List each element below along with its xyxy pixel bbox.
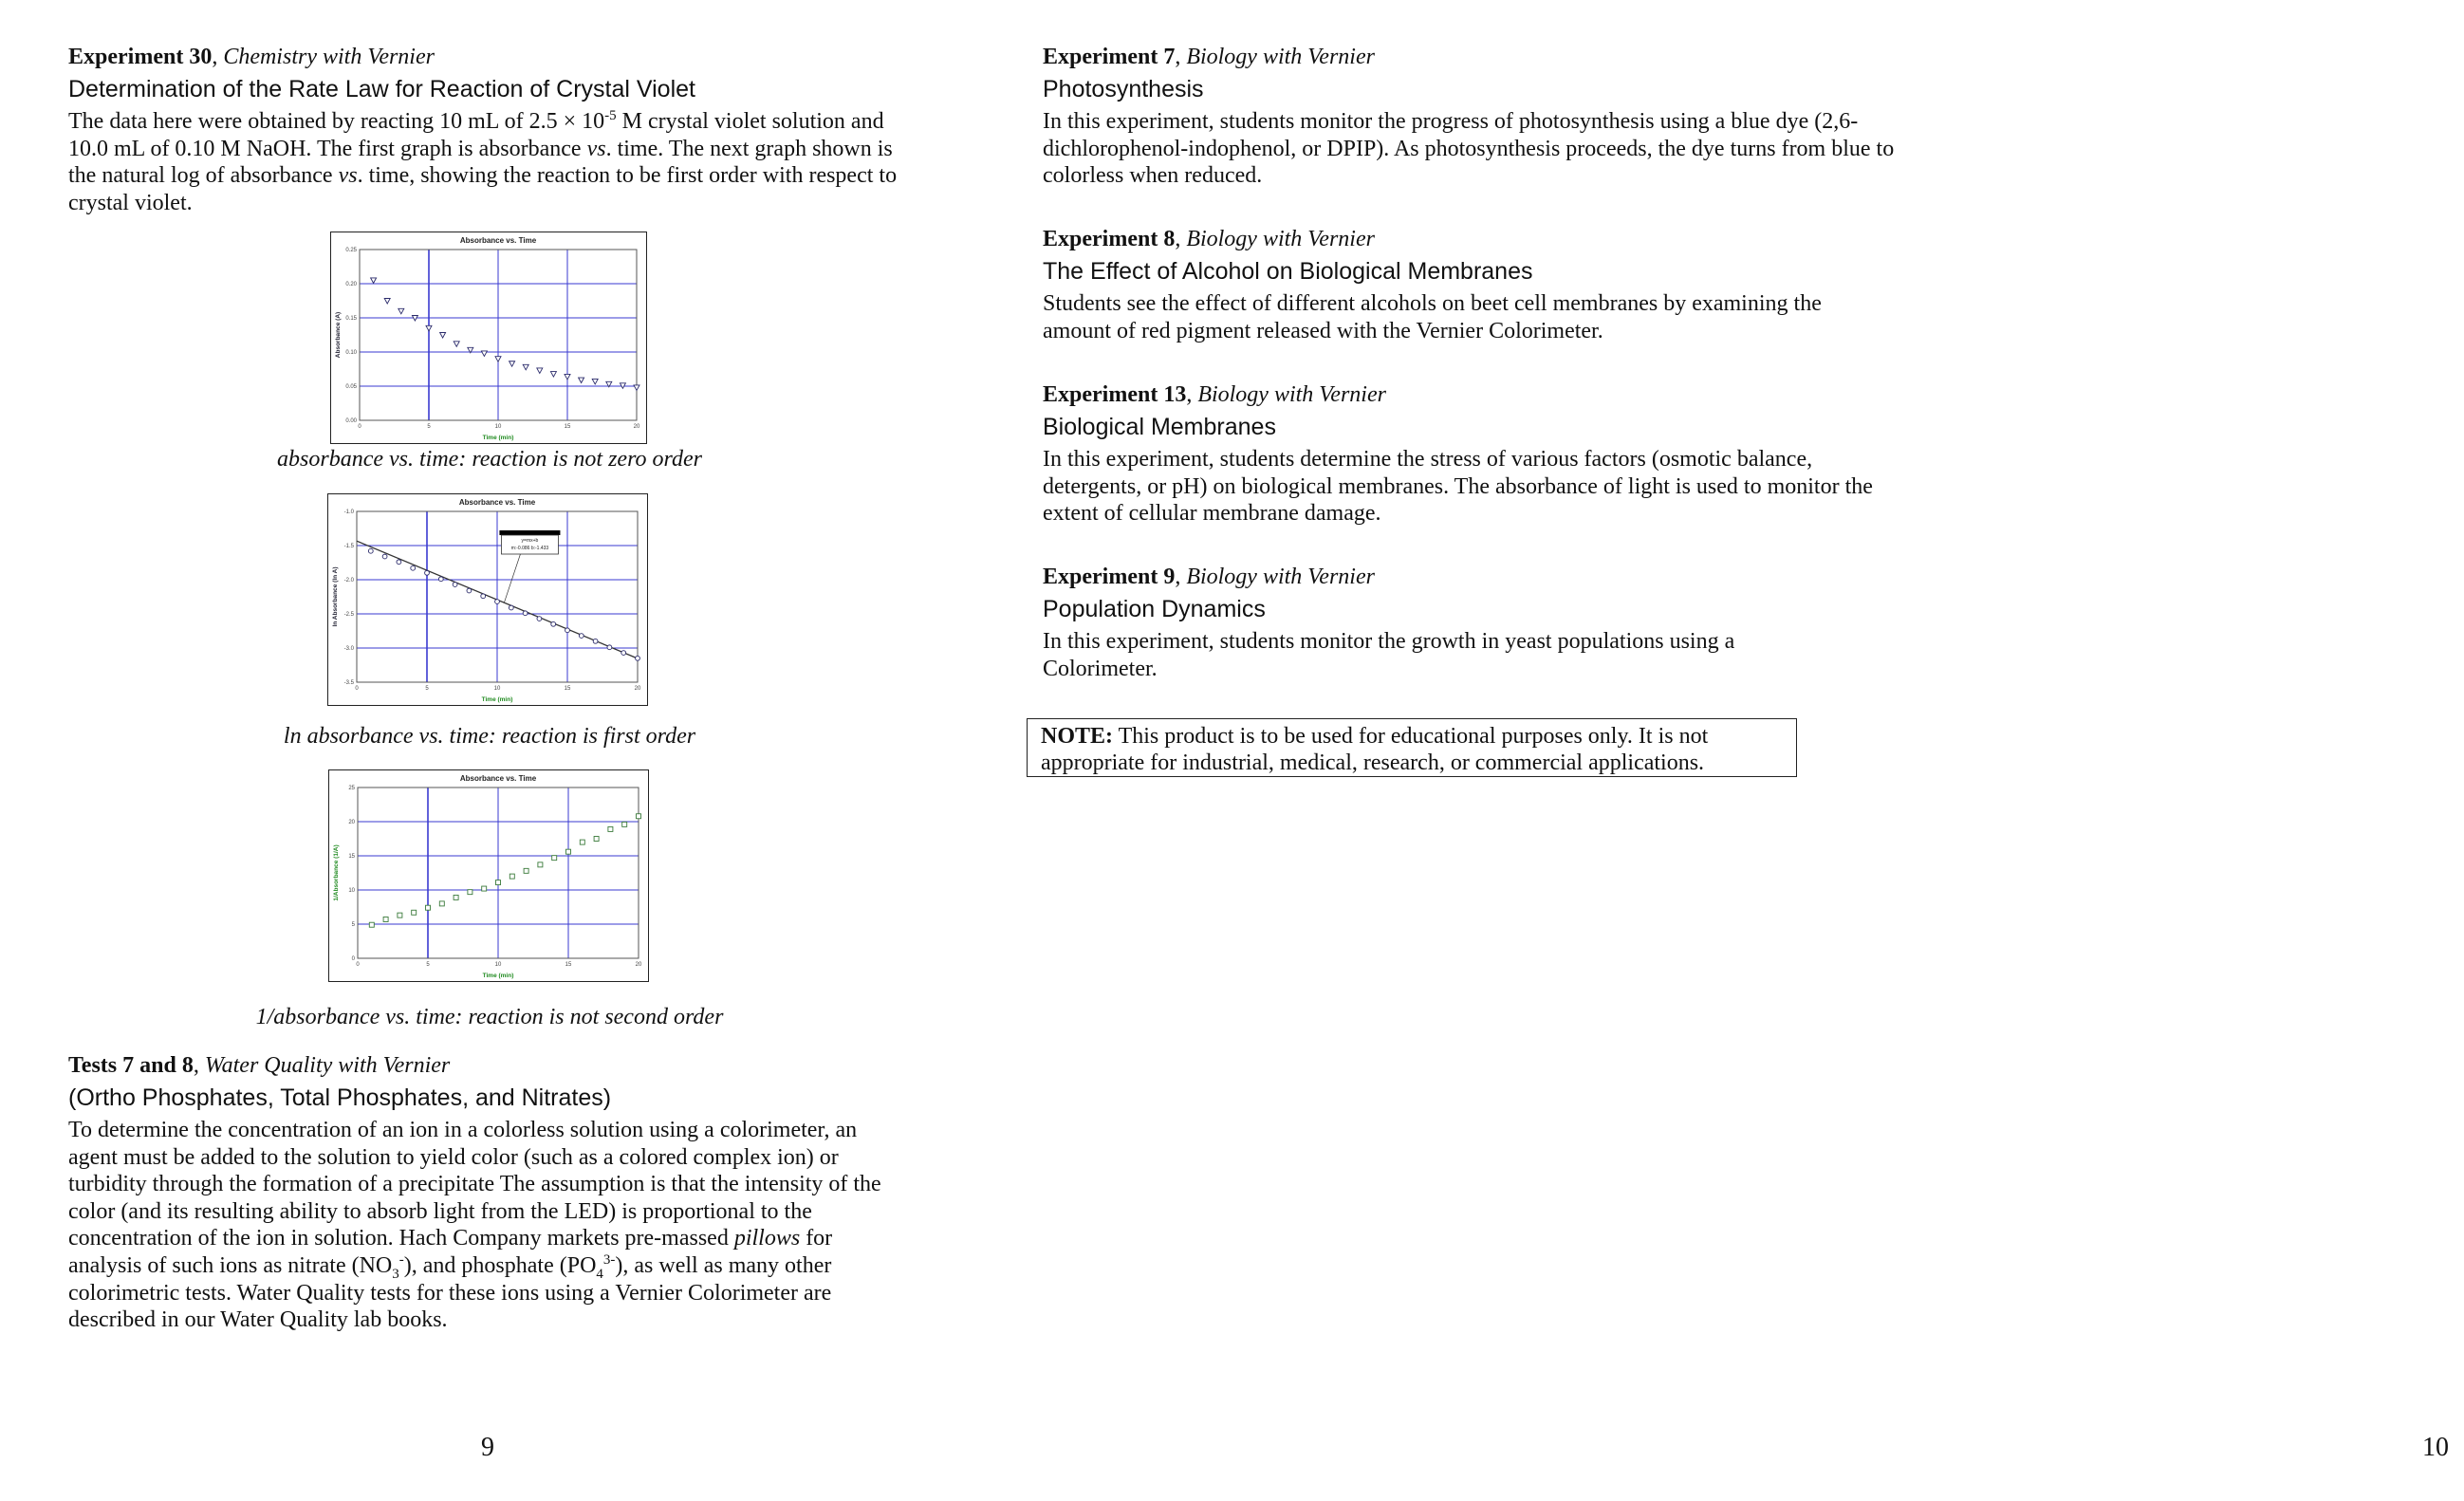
y-tick-label: 0.15	[345, 316, 357, 322]
experiment-title: Population Dynamics	[1043, 596, 1266, 622]
note-box	[1027, 718, 1797, 777]
y-axis-label: ln Absorbance (ln A)	[332, 566, 339, 627]
exponent: -5	[604, 108, 617, 123]
data-point	[565, 374, 570, 380]
experiment-description: In this experiment, students determine the stress of various factors (osmotic balance, detergents, or pH) on biological membranes. The absorbance of light is used to monitor the extent of cellular membrane damage.	[1043, 447, 1873, 527]
data-point	[538, 862, 543, 867]
tests-7-8-description	[68, 1117, 909, 1334]
experiment-title: Determination of the Rate Law for Reaction of Crystal Violet	[68, 76, 695, 102]
data-point	[509, 874, 514, 879]
data-point	[426, 905, 431, 910]
tests-title: (Ortho Phosphates, Total Phosphates, and Nitrates)	[68, 1084, 612, 1111]
data-point	[467, 588, 472, 593]
chart-caption-3: 1/absorbance vs. time: reaction is not second order	[255, 1005, 724, 1029]
body-text: The data here were obtained by reacting 10 mL of 2.5 × 10	[68, 109, 605, 134]
x-tick-label: 15	[564, 424, 571, 430]
y-tick-label: -2.5	[343, 612, 354, 618]
data-point	[439, 901, 444, 906]
data-point	[592, 379, 598, 384]
italic-vs: vs	[338, 163, 358, 189]
y-tick-label: 10	[348, 888, 355, 894]
experiment-30-heading	[68, 44, 435, 70]
chart-title: Absorbance vs. Time	[459, 774, 537, 783]
y-tick-label: -2.0	[343, 578, 354, 584]
book-title: Biology with Vernier	[1186, 45, 1375, 69]
annotation-header-bar	[499, 530, 560, 535]
data-point	[481, 594, 486, 599]
experiment-description: In this experiment, students monitor the progress of photosynthesis using a blue dye (2,6-dichlorophenol-indophenol, or DPIP). As photosynthesis proceeds, the dye turns from blue to colorless when reduced.	[1043, 109, 1895, 189]
body-text: . time, showing the reaction to be first order with respect to crystal violet.	[68, 163, 898, 215]
y-tick-label: -3.0	[343, 646, 354, 652]
book-title: Biology with Vernier	[1186, 227, 1375, 251]
x-axis-label: Time (min)	[482, 973, 514, 979]
separator: ,	[1175, 565, 1187, 589]
tests-7-8-heading	[68, 1052, 450, 1079]
data-point	[580, 840, 584, 844]
experiment-description: Students see the effect of different alcohols on beet cell membranes by examining the amount of red pigment released with the Vernier Colorimeter.	[1043, 291, 1822, 343]
y-tick-label: -1.0	[343, 510, 354, 515]
experiment-7-heading	[1043, 44, 1375, 70]
chart-title: Absorbance vs. Time	[459, 236, 537, 245]
data-point	[496, 880, 501, 885]
x-tick-label: 5	[425, 686, 429, 692]
y-tick-label: 25	[348, 786, 355, 791]
note-text: This product is to be used for educational purposes only. It is not appropriate for industrial, medical, research, or commercial applications.	[1041, 724, 1709, 775]
x-tick-label: 0	[355, 686, 359, 692]
x-tick-label: 10	[494, 962, 502, 968]
superscript: 3-	[602, 1251, 616, 1268]
y-tick-label: 20	[348, 820, 355, 825]
y-tick-label: 0.00	[345, 418, 357, 424]
x-tick-label: 20	[635, 962, 642, 968]
data-point	[368, 548, 373, 553]
data-point	[524, 868, 528, 873]
x-tick-label: 5	[427, 424, 431, 430]
data-point	[550, 372, 556, 378]
y-tick-label: -1.5	[343, 544, 354, 549]
book-title: Biology with Vernier	[1197, 382, 1386, 407]
experiment-title: Photosynthesis	[1043, 76, 1204, 102]
x-tick-label: 20	[634, 686, 641, 692]
superscript: -	[398, 1251, 404, 1268]
x-tick-label: 0	[356, 962, 360, 968]
data-point	[454, 342, 459, 347]
data-point	[634, 385, 639, 391]
data-point	[551, 621, 556, 626]
chart-title: Absorbance vs. Time	[458, 498, 536, 507]
absorbance-vs-time-svg	[331, 232, 646, 443]
data-point	[579, 634, 584, 639]
inverse-absorbance-vs-time-svg	[329, 770, 648, 981]
data-point	[537, 617, 542, 621]
data-point	[579, 378, 584, 383]
data-point	[454, 895, 458, 899]
absorbance-vs-time-chart	[330, 232, 647, 444]
data-point	[593, 639, 598, 643]
subscript: 3	[392, 1266, 399, 1282]
experiment-description: In this experiment, students monitor the growth in yeast populations using a Colorimeter.	[1043, 629, 1735, 681]
data-point	[495, 357, 501, 362]
experiment-8-heading	[1043, 226, 1375, 252]
separator: ,	[1186, 382, 1198, 407]
experiment-number: Experiment 8	[1043, 227, 1176, 251]
data-point	[566, 849, 571, 854]
inverse-absorbance-vs-time-chart	[328, 769, 649, 982]
data-point	[383, 917, 388, 921]
data-point	[607, 645, 612, 650]
body-text: To determine the concentration of an ion in a colorless solution using a colorimeter, an agent must be added to the solution to yield color (such as a colored complex ion) or turbidity through the formation of a precipitate The assumption is that the intensity of the color (and its resulting ability to absorb light from the LED) is proportional to the concentration of the ion in solution. Hach Company markets pre-massed	[68, 1118, 881, 1251]
y-tick-label: 0.05	[345, 384, 357, 390]
y-tick-label: 0.10	[345, 350, 357, 356]
data-point	[426, 325, 432, 331]
data-point	[622, 822, 627, 826]
body-text: ), and phosphate (PO	[403, 1252, 597, 1278]
x-tick-label: 15	[564, 686, 571, 692]
y-tick-label: 15	[348, 854, 355, 860]
separator: ,	[212, 45, 224, 69]
subscript: 4	[596, 1266, 603, 1282]
data-point	[621, 651, 626, 656]
data-point	[369, 922, 374, 927]
data-point	[482, 886, 487, 891]
experiment-30-description	[68, 108, 922, 216]
data-point	[440, 333, 446, 339]
data-point	[537, 368, 543, 374]
annotation-leader-line	[504, 554, 520, 602]
data-point	[637, 814, 641, 819]
y-tick-label: 5	[351, 922, 355, 928]
chart-caption-2: ln absorbance vs. time: reaction is first order	[283, 724, 696, 749]
separator: ,	[1175, 45, 1187, 69]
separator: ,	[193, 1053, 205, 1078]
data-point	[411, 565, 416, 570]
data-point	[495, 600, 500, 604]
page-number-right: 10	[2422, 1433, 2449, 1462]
annotation-equation: y=mx+b	[521, 538, 539, 544]
data-point	[412, 910, 417, 915]
data-point	[371, 278, 377, 284]
experiment-title: Biological Membranes	[1043, 414, 1276, 440]
ln-absorbance-vs-time-chart	[327, 493, 648, 706]
y-tick-label: 0.20	[345, 282, 357, 287]
y-axis-label: 1/Absorbance (1/A)	[333, 844, 340, 901]
data-point	[523, 611, 528, 616]
experiment-number: Experiment 7	[1043, 45, 1176, 69]
book-title: Water Quality with Vernier	[204, 1053, 451, 1078]
data-point	[425, 570, 430, 575]
ln-absorbance-vs-time-svg	[328, 494, 647, 705]
experiment-number: Experiment 13	[1043, 382, 1187, 407]
note-label: NOTE:	[1041, 724, 1114, 749]
data-point	[453, 583, 457, 587]
x-tick-label: 10	[494, 424, 502, 430]
y-axis-label: Absorbance (A)	[335, 311, 342, 359]
chart-caption-1: absorbance vs. time: reaction is not zero order	[277, 447, 702, 472]
data-point	[481, 351, 487, 357]
experiment-number: Experiment 9	[1043, 565, 1176, 589]
data-point	[438, 577, 443, 582]
x-tick-label: 20	[633, 424, 640, 430]
italic-vs: vs	[586, 136, 606, 161]
annotation-values: m:-0.086 b:-1.433	[510, 546, 549, 551]
x-tick-label: 0	[358, 424, 361, 430]
data-point	[523, 364, 528, 370]
book-title: Chemistry with Vernier	[223, 45, 435, 69]
experiment-13-heading	[1043, 381, 1386, 408]
data-point	[509, 361, 515, 367]
data-point	[636, 656, 640, 660]
experiment-number: Experiment 30	[68, 45, 213, 69]
data-point	[509, 605, 513, 610]
x-axis-label: Time (min)	[482, 435, 514, 441]
body-text: for analysis of such ions as nitrate (NO	[68, 1226, 833, 1278]
data-point	[468, 890, 472, 895]
body-text: M crystal violet solution and 10.0 mL of 0.10 M NaOH. The first graph is absorbance	[68, 109, 884, 161]
italic-pillows: pillows	[733, 1226, 801, 1251]
x-axis-label: Time (min)	[481, 696, 513, 703]
x-tick-label: 10	[493, 686, 501, 692]
y-tick-label: 0	[351, 956, 355, 962]
book-title: Biology with Vernier	[1186, 565, 1375, 589]
x-tick-label: 5	[426, 962, 430, 968]
page-number-left: 9	[481, 1433, 494, 1462]
data-point	[398, 308, 404, 314]
body-text: ), as well as many other colorimetric tests. Water Quality tests for these ions using a Vernier Colorimeter are described in our Water Quality lab books.	[68, 1252, 832, 1333]
data-point	[608, 826, 613, 831]
separator: ,	[1175, 227, 1187, 251]
data-point	[594, 837, 599, 842]
left-page	[0, 0, 972, 1501]
y-tick-label: -3.5	[343, 680, 354, 686]
body-text: . time. The next graph shown is the natural log of absorbance	[68, 136, 893, 189]
data-point	[397, 560, 401, 565]
experiment-title: The Effect of Alcohol on Biological Membranes	[1043, 258, 1533, 285]
data-point	[384, 299, 390, 305]
test-number: Tests 7 and 8	[68, 1053, 194, 1078]
y-tick-label: 0.25	[345, 248, 357, 253]
data-point	[565, 628, 570, 633]
x-tick-label: 15	[565, 962, 572, 968]
data-point	[382, 554, 387, 559]
experiment-9-heading	[1043, 564, 1375, 590]
data-point	[552, 856, 557, 861]
data-point	[398, 913, 402, 917]
